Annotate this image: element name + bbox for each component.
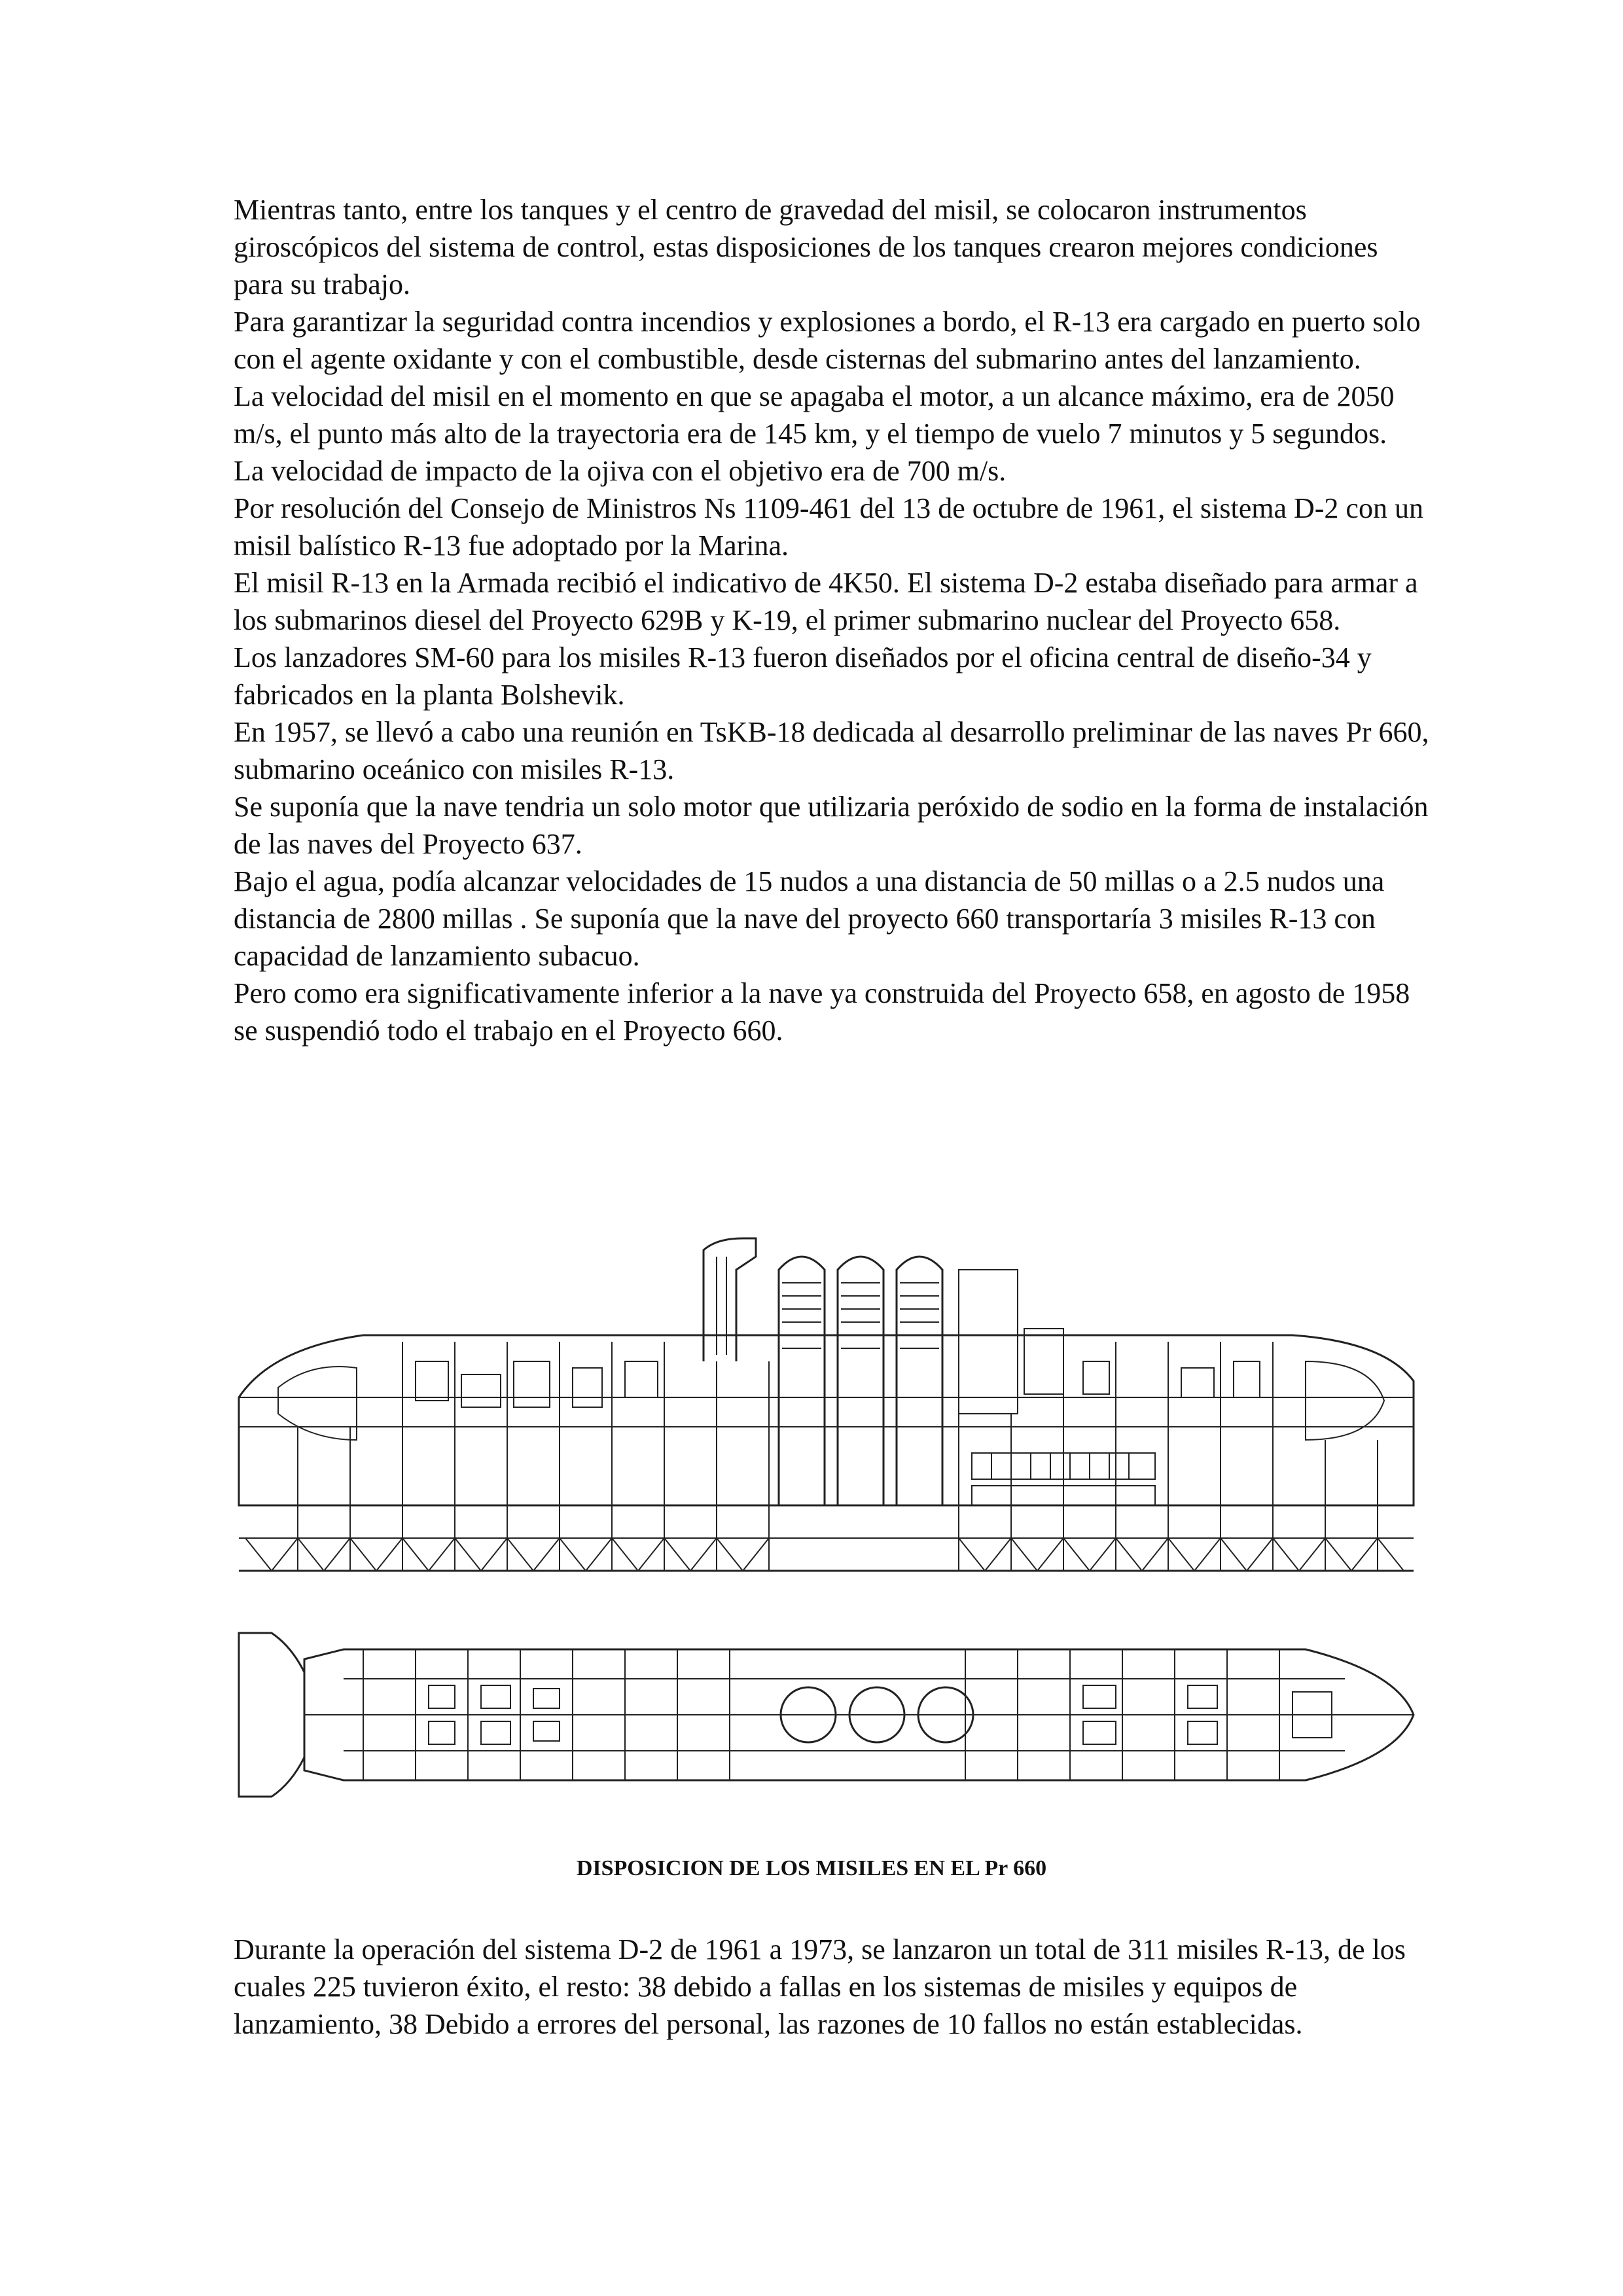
submarine-plan-view-drawing [232, 1620, 1420, 1810]
paragraph: Mientras tanto, entre los tanques y el centro de gravedad del misil, se colocaron instrumentos giroscópicos del sistema de control, estas disposiciones de los tanques crearon mejores condiciones para su trabajo. [234, 194, 1378, 300]
submarine-side-view-drawing [232, 1230, 1420, 1590]
paragraph: Los lanzadores SM-60 para los misiles R-13 fueron diseñados por el oficina central de diseño-34 y fabricados en la planta Bolshevik. [234, 641, 1372, 711]
closing-text [234, 1931, 1431, 2043]
paragraph: El misil R-13 en la Armada recibió el indicativo de 4K50. El sistema D-2 estaba diseñado para armar a los submarinos diesel del Proyecto 629B y K-19, el primer submarino nuclear del Proyecto 658. [234, 567, 1418, 636]
paragraph: Pero como era significativamente inferior a la nave ya construida del Proyecto 658, en agosto de 1958 se suspendió todo el trabajo en el Proyecto 660. [234, 977, 1410, 1047]
paragraph: La velocidad del misil en el momento en que se apagaba el motor, a un alcance máximo, era de 2050 m/s, el punto más alto de la trayectoria era de 145 km, y el tiempo de vuelo 7 minutos y 5 segundos. [234, 380, 1395, 450]
figure-caption: DISPOSICION DE LOS MISILES EN EL Pr 660 [576, 1856, 1047, 1880]
paragraph: En 1957, se llevó a cabo una reunión en TsKB-18 dedicada al desarrollo preliminar de las naves Pr 660, submarino oceánico con misiles R-13. [234, 716, 1429, 785]
paragraph: La velocidad de impacto de la ojiva con el objetivo era de 700 m/s. [234, 455, 1007, 487]
paragraph: Por resolución del Consejo de Ministros Ns 1109-461 del 13 de octubre de 1961, el sistema D-2 con un misil balístico R-13 fue adoptado por la Marina. [234, 492, 1423, 562]
paragraph: Se suponía que la nave tendria un solo motor que utilizaria peróxido de sodio en la forma de instalación de las naves del Proyecto 637. [234, 791, 1429, 860]
paragraph: Bajo el agua, podía alcanzar velocidades de 15 nudos a una distancia de 50 millas o a 2.5 nudos una distancia de 2800 millas . Se suponía que la nave del proyecto 660 transportaría 3 misiles R-13 con capacidad de lanzamiento subacuo. [234, 865, 1385, 972]
paragraph: Durante la operación del sistema D-2 de 1961 a 1973, se lanzaron un total de 311 misiles R-13, de los cuales 225 tuvieron éxito, el resto: 38 debido a fallas en los sistemas de misiles y equipos de lanzamiento, 38 Debido a errores del personal, las razones de 10 fallos no están establecidas. [234, 1933, 1406, 2040]
body-text [234, 191, 1431, 1049]
paragraph: Para garantizar la seguridad contra incendios y explosiones a bordo, el R-13 era cargado en puerto solo con el agente oxidante y con el combustible, desde cisternas del submarino antes del lanzamiento. [234, 306, 1421, 375]
